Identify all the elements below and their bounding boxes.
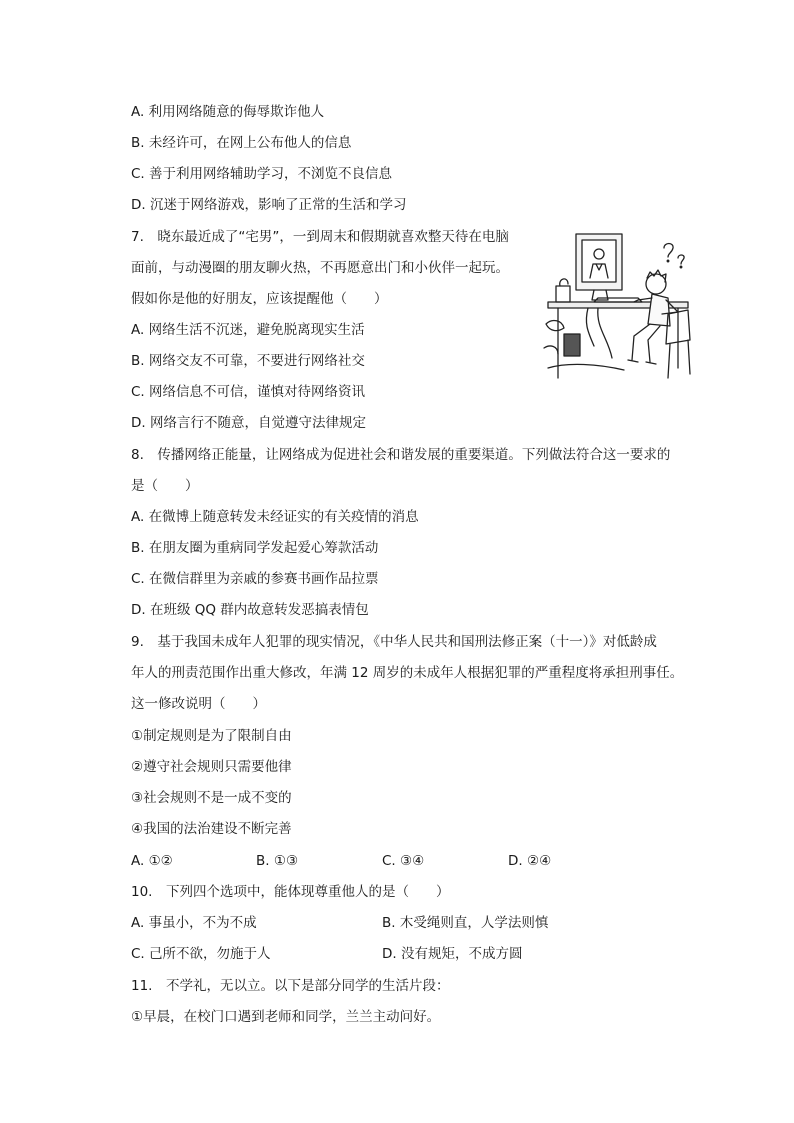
q6-option-a: A. 利用网络随意的侮辱欺诈他人 xyxy=(131,104,325,120)
q9-option-a: A. ①② xyxy=(131,853,173,869)
q11-stem: 11. 不学礼，无以立。以下是部分同学的生活片段： xyxy=(131,978,450,994)
q9-option-b: B. ①③ xyxy=(256,853,299,869)
q9-statement-2: ②遵守社会规则只需要他律 xyxy=(131,759,292,775)
boy-at-computer-illustration xyxy=(538,228,696,388)
q10-stem: 10. 下列四个选项中，能体现尊重他人的是（ ） xyxy=(131,884,450,900)
q10-option-b: B. 木受绳则直，人学法则慎 xyxy=(382,915,549,931)
q8-option-b: B. 在朋友圈为重病同学发起爱心筹款活动 xyxy=(131,540,379,556)
q8-stem-line-1: 8. 传播网络正能量，让网络成为促进社会和谐发展的重要渠道。下列做法符合这一要求的 xyxy=(131,447,671,463)
q7-option-c: C. 网络信息不可信，谨慎对待网络资讯 xyxy=(131,384,366,400)
q8-stem-line-2: 是（ ） xyxy=(131,478,199,494)
q7-stem-line-2: 面前，与动漫圈的朋友聊火热，不再愿意出门和小伙伴一起玩。 xyxy=(131,260,509,276)
q8-option-a: A. 在微博上随意转发未经证实的有关疫情的消息 xyxy=(131,509,419,525)
q6-option-c: C. 善于利用网络辅助学习，不浏览不良信息 xyxy=(131,166,393,182)
q9-statement-4: ④我国的法治建设不断完善 xyxy=(131,821,292,837)
q8-option-d: D. 在班级 QQ 群内故意转发恶搞表情包 xyxy=(131,602,369,618)
q7-stem-line-3: 假如你是他的好朋友，应该提醒他（ ） xyxy=(131,291,388,307)
q9-stem-line-2: 年人的刑责范围作出重大修改，年满 12 周岁的未成年人根据犯罪的严重程度将承担刑事任。 xyxy=(131,665,684,681)
q9-statement-1: ①制定规则是为了限制自由 xyxy=(131,728,292,744)
q7-stem-line-1: 7. 晓东最近成了“宅男”，一到周末和假期就喜欢整天待在电脑 xyxy=(131,229,509,245)
q7-option-d: D. 网络言行不随意，自觉遵守法律规定 xyxy=(131,415,366,431)
q9-option-c: C. ③④ xyxy=(382,853,425,869)
q9-statement-3: ③社会规则不是一成不变的 xyxy=(131,790,292,806)
q10-option-d: D. 没有规矩，不成方圆 xyxy=(382,946,523,962)
q9-stem-line-3: 这一修改说明（ ） xyxy=(131,696,266,712)
q9-option-d: D. ②④ xyxy=(508,853,552,869)
q6-option-b: B. 未经许可，在网上公布他人的信息 xyxy=(131,135,352,151)
q7-option-b: B. 网络交友不可靠，不要进行网络社交 xyxy=(131,353,365,369)
q6-option-d: D. 沉迷于网络游戏，影响了正常的生活和学习 xyxy=(131,197,407,213)
q8-option-c: C. 在微信群里为亲戚的参赛书画作品拉票 xyxy=(131,571,379,587)
q9-stem-line-1: 9. 基于我国未成年人犯罪的现实情况，《中华人民共和国刑法修正案（十一）》对低龄成 xyxy=(131,634,657,650)
q10-option-c: C. 己所不欲，勿施于人 xyxy=(131,946,271,962)
q11-item-1: ①早晨，在校门口遇到老师和同学，兰兰主动问好。 xyxy=(131,1009,441,1025)
q7-option-a: A. 网络生活不沉迷，避免脱离现实生活 xyxy=(131,322,365,338)
q10-option-a: A. 事虽小，不为不成 xyxy=(131,915,257,931)
